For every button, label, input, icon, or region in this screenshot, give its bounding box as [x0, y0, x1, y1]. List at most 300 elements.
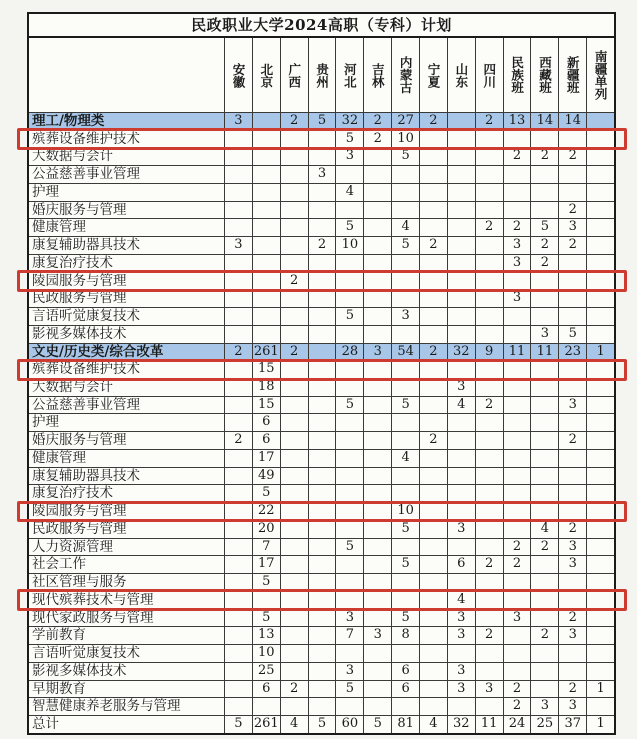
value-cell [280, 450, 308, 467]
value-cell [419, 610, 447, 627]
value-cell [335, 202, 363, 219]
value-cell: 3 [447, 379, 475, 396]
row-label: 康复辅助器具技术 [32, 237, 140, 254]
value-cell [224, 592, 252, 609]
value-cell [419, 468, 447, 485]
value-cell [586, 468, 614, 485]
value-cell [447, 574, 475, 591]
value-cell: 2 [530, 627, 558, 644]
value-cell [391, 414, 419, 431]
major-row [29, 396, 614, 414]
value-cell [419, 397, 447, 414]
value-cell: 4 [447, 397, 475, 414]
value-cell [447, 645, 475, 662]
value-cell [252, 592, 280, 609]
value-cell [503, 414, 531, 431]
column-header-13 [558, 38, 586, 112]
value-cell [447, 485, 475, 502]
value-cell [363, 237, 391, 254]
column-header-label: 北京 [258, 62, 274, 88]
value-cell [308, 290, 336, 307]
value-cell: 3 [530, 698, 558, 715]
value-cell [308, 556, 336, 573]
value-cell [280, 432, 308, 449]
value-cell [224, 698, 252, 715]
value-cell: 60 [335, 716, 363, 733]
value-cell: 3 [363, 627, 391, 644]
value-cell [586, 627, 614, 644]
value-cell [475, 361, 503, 378]
value-cell [363, 521, 391, 538]
row-label: 言语听觉康复技术 [32, 308, 140, 325]
value-cell [530, 681, 558, 698]
value-cell: 2 [558, 237, 586, 254]
column-header-label: 内蒙古 [398, 56, 414, 94]
value-cell: 9 [475, 344, 503, 361]
value-cell [586, 290, 614, 307]
value-cell [503, 432, 531, 449]
value-cell [586, 450, 614, 467]
value-cell: 2 [503, 681, 531, 698]
row-label: 殡葬设备维护技术 [32, 361, 140, 378]
value-cell [363, 219, 391, 236]
value-cell [419, 255, 447, 272]
value-cell [280, 627, 308, 644]
value-cell [475, 539, 503, 556]
value-cell [224, 166, 252, 183]
value-cell: 32 [335, 113, 363, 130]
value-cell: 2 [419, 113, 447, 130]
value-cell [308, 468, 336, 485]
value-cell [586, 503, 614, 520]
value-cell [447, 131, 475, 148]
value-cell: 5 [335, 539, 363, 556]
column-header-9 [447, 38, 475, 112]
value-cell: 2 [530, 237, 558, 254]
value-cell [586, 521, 614, 538]
value-cell: 3 [447, 627, 475, 644]
column-header-2 [252, 38, 280, 112]
value-cell [363, 574, 391, 591]
value-cell [280, 166, 308, 183]
value-cell: 10 [391, 131, 419, 148]
value-cell [224, 663, 252, 680]
value-cell [363, 184, 391, 201]
value-cell [530, 273, 558, 290]
value-cell [308, 663, 336, 680]
value-cell: 81 [391, 716, 419, 733]
value-cell [558, 468, 586, 485]
value-cell: 5 [391, 521, 419, 538]
value-cell: 2 [280, 681, 308, 698]
value-cell [308, 273, 336, 290]
header-empty-corner-cell [29, 38, 224, 112]
value-cell [308, 450, 336, 467]
value-cell: 5 [252, 574, 280, 591]
value-cell [363, 503, 391, 520]
value-cell [224, 290, 252, 307]
column-header-label: 安徽 [230, 62, 246, 88]
value-cell [503, 273, 531, 290]
value-cell: 4 [530, 521, 558, 538]
value-cell [224, 308, 252, 325]
value-cell [447, 361, 475, 378]
value-cell: 3 [558, 556, 586, 573]
value-cell [530, 610, 558, 627]
major-row [29, 130, 614, 148]
value-cell [308, 379, 336, 396]
major-row [29, 520, 614, 538]
value-cell [391, 290, 419, 307]
column-header-label: 宁夏 [426, 62, 441, 88]
value-cell [475, 308, 503, 325]
value-cell [308, 432, 336, 449]
value-cell [475, 610, 503, 627]
value-cell: 2 [558, 610, 586, 627]
row-label: 言语听觉康复技术 [32, 645, 140, 662]
value-cell [224, 273, 252, 290]
column-header-label: 山东 [453, 62, 469, 88]
major-row [29, 502, 614, 520]
major-row [29, 289, 614, 307]
value-cell: 6 [447, 556, 475, 573]
major-row [29, 697, 614, 715]
value-cell: 3 [447, 663, 475, 680]
row-label: 康复治疗技术 [32, 254, 113, 271]
value-cell [530, 663, 558, 680]
value-cell: 2 [475, 219, 503, 236]
value-cell [586, 592, 614, 609]
value-cell: 37 [558, 716, 586, 733]
value-cell: 11 [503, 344, 531, 361]
value-cell: 5 [335, 397, 363, 414]
value-cell [475, 237, 503, 254]
value-cell [530, 361, 558, 378]
value-cell [308, 131, 336, 148]
value-cell [530, 414, 558, 431]
value-cell [475, 503, 503, 520]
value-cell [558, 273, 586, 290]
value-cell [224, 379, 252, 396]
column-header-3 [280, 38, 308, 112]
value-cell: 32 [447, 716, 475, 733]
value-cell [335, 432, 363, 449]
value-cell [280, 503, 308, 520]
value-cell [335, 166, 363, 183]
value-cell: 13 [252, 627, 280, 644]
value-cell: 3 [503, 255, 531, 272]
value-cell [503, 663, 531, 680]
major-row [29, 325, 614, 343]
value-cell [447, 255, 475, 272]
value-cell [224, 574, 252, 591]
row-label: 智慧健康养老服务与管理 [32, 698, 181, 715]
value-cell [475, 592, 503, 609]
row-label: 陵园服务与管理 [32, 503, 127, 520]
value-cell [363, 397, 391, 414]
value-cell [530, 290, 558, 307]
value-cell: 3 [558, 219, 586, 236]
column-header-6 [363, 38, 391, 112]
value-cell [475, 485, 503, 502]
column-header-12 [530, 38, 558, 112]
value-cell [475, 290, 503, 307]
value-cell [280, 290, 308, 307]
row-label: 学前教育 [32, 627, 86, 644]
value-cell [419, 166, 447, 183]
value-cell [252, 131, 280, 148]
value-cell [224, 148, 252, 165]
value-cell [363, 539, 391, 556]
value-cell [419, 450, 447, 467]
column-header-14 [586, 38, 614, 112]
value-cell [419, 202, 447, 219]
value-cell [475, 202, 503, 219]
value-cell [308, 645, 336, 662]
value-cell [363, 166, 391, 183]
value-cell [308, 485, 336, 502]
enrollment-plan-table [27, 12, 616, 735]
value-cell [419, 556, 447, 573]
major-row [29, 644, 614, 662]
value-cell: 3 [335, 663, 363, 680]
value-cell: 2 [280, 273, 308, 290]
value-cell [363, 698, 391, 715]
value-cell [224, 468, 252, 485]
value-cell: 5 [391, 397, 419, 414]
value-cell: 5 [335, 308, 363, 325]
value-cell [280, 237, 308, 254]
value-cell [586, 379, 614, 396]
value-cell [335, 574, 363, 591]
value-cell [419, 290, 447, 307]
value-cell [558, 503, 586, 520]
value-cell: 2 [558, 148, 586, 165]
value-cell: 22 [252, 503, 280, 520]
value-cell: 261 [252, 716, 280, 733]
value-cell [558, 184, 586, 201]
column-header-label: 河北 [342, 62, 358, 88]
value-cell [530, 308, 558, 325]
value-cell [363, 556, 391, 573]
value-cell [586, 202, 614, 219]
value-cell [447, 148, 475, 165]
row-label: 婚庆服务与管理 [32, 432, 127, 449]
value-cell [586, 131, 614, 148]
value-cell [280, 361, 308, 378]
value-cell [280, 556, 308, 573]
value-cell [363, 414, 391, 431]
value-cell: 3 [447, 610, 475, 627]
value-cell [335, 414, 363, 431]
value-cell [363, 326, 391, 343]
value-cell [475, 273, 503, 290]
value-cell [308, 308, 336, 325]
value-cell [280, 379, 308, 396]
value-cell [419, 148, 447, 165]
value-cell: 5 [308, 716, 336, 733]
value-cell [419, 131, 447, 148]
value-cell [475, 698, 503, 715]
major-row [29, 538, 614, 556]
row-label: 早期教育 [32, 680, 86, 697]
value-cell [391, 574, 419, 591]
value-cell [363, 379, 391, 396]
row-label: 健康管理 [32, 219, 86, 236]
major-row [29, 484, 614, 502]
value-cell: 5 [335, 681, 363, 698]
value-cell: 3 [503, 290, 531, 307]
value-cell [475, 468, 503, 485]
value-cell [475, 326, 503, 343]
major-row [29, 609, 614, 627]
value-cell [586, 148, 614, 165]
value-cell [475, 148, 503, 165]
value-cell [558, 574, 586, 591]
value-cell [447, 290, 475, 307]
value-cell [419, 592, 447, 609]
value-cell [308, 202, 336, 219]
value-cell [503, 379, 531, 396]
value-cell [308, 574, 336, 591]
value-cell: 3 [558, 539, 586, 556]
value-cell [335, 361, 363, 378]
column-header-label: 西藏班 [537, 56, 553, 94]
value-cell [475, 166, 503, 183]
value-cell: 18 [252, 379, 280, 396]
value-cell [447, 184, 475, 201]
value-cell [503, 574, 531, 591]
value-cell [280, 308, 308, 325]
major-row [29, 662, 614, 680]
row-label: 殡葬设备维护技术 [32, 130, 140, 147]
value-cell [419, 698, 447, 715]
value-cell [503, 503, 531, 520]
value-cell: 5 [530, 219, 558, 236]
value-cell [419, 414, 447, 431]
row-label: 康复辅助器具技术 [32, 467, 140, 484]
value-cell [280, 539, 308, 556]
value-cell [419, 681, 447, 698]
column-header-label: 广西 [286, 62, 302, 88]
major-row [29, 360, 614, 378]
value-cell [308, 219, 336, 236]
value-cell: 4 [391, 450, 419, 467]
value-cell [558, 414, 586, 431]
value-cell [252, 113, 280, 130]
major-row [29, 147, 614, 165]
value-cell [280, 397, 308, 414]
major-row [29, 254, 614, 272]
value-cell [503, 361, 531, 378]
value-cell: 15 [252, 361, 280, 378]
value-cell: 3 [391, 308, 419, 325]
value-cell [447, 273, 475, 290]
value-cell [503, 326, 531, 343]
table-title: 民政职业大学2024高职（专科）计划 [29, 14, 614, 38]
value-cell [475, 414, 503, 431]
value-cell [419, 273, 447, 290]
value-cell [308, 521, 336, 538]
value-cell [558, 166, 586, 183]
column-header-10 [475, 38, 503, 112]
major-row [29, 183, 614, 201]
major-row [29, 165, 614, 183]
value-cell [419, 485, 447, 502]
value-cell: 5 [391, 148, 419, 165]
value-cell [280, 574, 308, 591]
column-header-5 [335, 38, 363, 112]
value-cell [558, 361, 586, 378]
value-cell [335, 450, 363, 467]
value-cell: 23 [558, 344, 586, 361]
value-cell: 3 [558, 698, 586, 715]
value-cell [308, 397, 336, 414]
value-cell [224, 361, 252, 378]
value-cell: 2 [558, 202, 586, 219]
value-cell [503, 308, 531, 325]
value-cell: 7 [252, 539, 280, 556]
table-body [29, 112, 614, 733]
value-cell [224, 503, 252, 520]
value-cell [419, 645, 447, 662]
value-cell [308, 148, 336, 165]
value-cell: 5 [391, 610, 419, 627]
value-cell [363, 255, 391, 272]
value-cell [391, 432, 419, 449]
value-cell: 2 [419, 237, 447, 254]
value-cell [252, 273, 280, 290]
value-cell: 2 [419, 344, 447, 361]
value-cell [280, 255, 308, 272]
value-cell: 5 [335, 131, 363, 148]
value-cell: 2 [419, 432, 447, 449]
value-cell: 3 [363, 344, 391, 361]
value-cell: 17 [252, 556, 280, 573]
value-cell: 3 [224, 113, 252, 130]
column-header-8 [419, 38, 447, 112]
value-cell [391, 166, 419, 183]
value-cell [503, 450, 531, 467]
value-cell [530, 574, 558, 591]
value-cell [503, 645, 531, 662]
value-cell [391, 326, 419, 343]
value-cell [558, 450, 586, 467]
value-cell: 2 [558, 432, 586, 449]
major-row [29, 431, 614, 449]
value-cell: 4 [280, 716, 308, 733]
value-cell [586, 255, 614, 272]
value-cell: 3 [335, 610, 363, 627]
value-cell [503, 627, 531, 644]
value-cell [530, 450, 558, 467]
value-cell [530, 468, 558, 485]
value-cell: 2 [475, 397, 503, 414]
value-cell [363, 308, 391, 325]
value-cell [252, 148, 280, 165]
value-cell [308, 503, 336, 520]
value-cell [224, 681, 252, 698]
value-cell: 24 [503, 716, 531, 733]
value-cell [586, 645, 614, 662]
row-label: 现代家政服务与管理 [32, 609, 154, 626]
value-cell: 5 [363, 716, 391, 733]
row-label: 现代殡葬技术与管理 [32, 591, 154, 608]
value-cell: 10 [335, 237, 363, 254]
section-row [29, 343, 614, 361]
value-cell [308, 681, 336, 698]
value-cell [475, 663, 503, 680]
